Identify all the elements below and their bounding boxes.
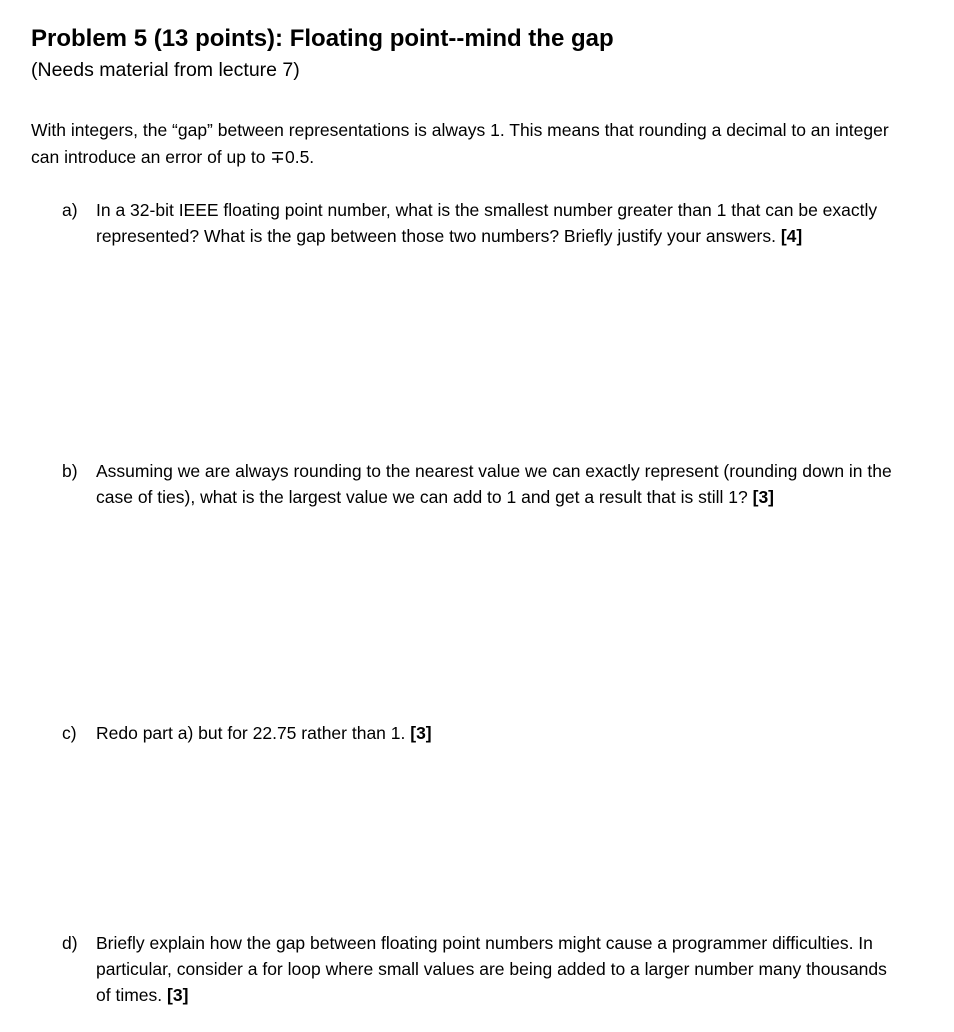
question-a-label: a) xyxy=(62,200,78,220)
question-d-label: d) xyxy=(62,933,78,953)
question-c-label: c) xyxy=(62,723,77,743)
question-b-text-block xyxy=(96,458,902,510)
question-b-label: b) xyxy=(62,461,78,481)
problem-title: Problem 5 (13 points): Floating point--mind the gap xyxy=(31,25,614,52)
question-d xyxy=(62,930,902,1008)
question-c-points: [3] xyxy=(410,723,432,743)
question-b-points: [3] xyxy=(752,487,775,507)
question-a-text-block xyxy=(96,197,902,249)
question-b-text: Assuming we are always rounding to the nearest value we can exactly represent (rounding down in the case of ties), what is the largest value we can add to 1 and get a result that is still 1? xyxy=(96,461,892,507)
question-d-text-block xyxy=(96,930,902,1008)
question-c xyxy=(62,720,902,746)
question-c-text: Redo part a) but for 22.75 rather than 1. xyxy=(96,723,406,743)
question-a-points: [4] xyxy=(780,226,803,246)
question-d-points: [3] xyxy=(167,985,189,1005)
question-d-text: Briefly explain how the gap between floating point numbers might cause a programmer difficulties. In particular, consider a for loop where small values are being added to a larger number many thousands of times. xyxy=(96,933,887,1005)
problem-subtitle: (Needs material from lecture 7) xyxy=(31,59,300,81)
question-a xyxy=(62,197,902,249)
problem-intro: With integers, the “gap” between representations is always 1. This means that rounding a decimal to an integer can introduce an error of up to ∓0.5. xyxy=(31,120,889,167)
question-a-text: In a 32-bit IEEE floating point number, what is the smallest number greater than 1 that can be exactly represented? What is the gap between those two numbers? Briefly justify your answers. xyxy=(96,200,878,246)
question-b xyxy=(62,458,902,510)
question-c-text-block xyxy=(96,720,902,746)
